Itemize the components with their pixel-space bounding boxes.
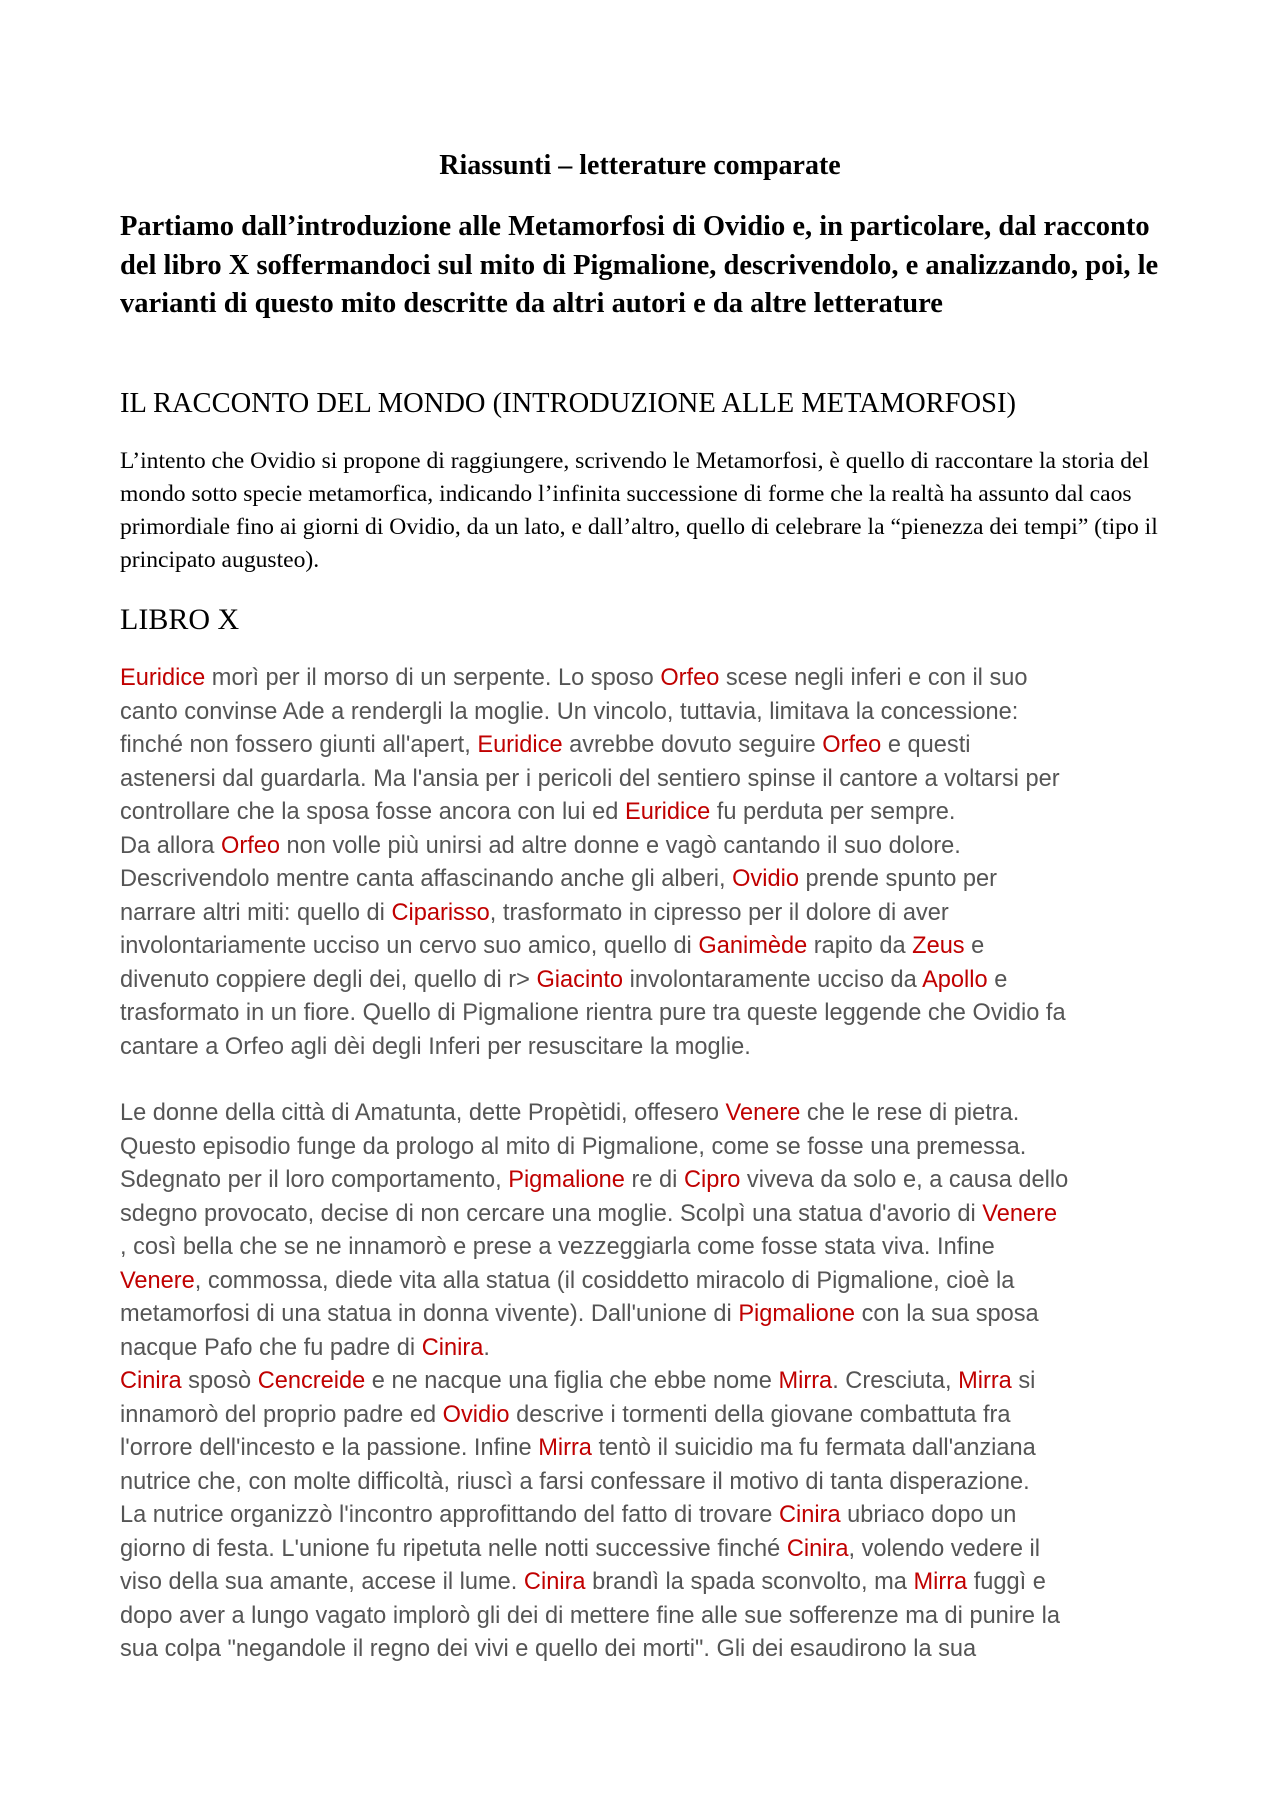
text-line bbox=[120, 1164, 1180, 1198]
text-line bbox=[120, 1131, 1180, 1165]
text-run: scese negli inferi e con il suo bbox=[719, 665, 1028, 691]
text-line bbox=[120, 1365, 1180, 1399]
text-run: sposò bbox=[181, 1368, 258, 1394]
text-line bbox=[120, 1432, 1180, 1466]
character-name: Ganimède bbox=[698, 933, 808, 959]
text-run: e ne nacque una figlia che ebbe nome bbox=[365, 1368, 779, 1394]
text-run: e bbox=[987, 966, 1008, 993]
text-run: . Cresciuta, bbox=[832, 1368, 959, 1394]
text-line bbox=[120, 763, 1180, 797]
text-run: involontariamente ucciso un cervo suo amico, quello di bbox=[120, 933, 699, 959]
character-name: Ovidio bbox=[442, 1401, 510, 1428]
text-run: sua colpa "negandole il regno dei vivi e quello dei morti". Gli dei esaudirono la sua bbox=[120, 1636, 977, 1662]
text-line bbox=[120, 1332, 1180, 1366]
text-line bbox=[120, 1600, 1180, 1634]
text-run: rapito da bbox=[807, 933, 913, 959]
text-run: , trasformato in cipresso per il dolore di aver bbox=[489, 899, 949, 926]
text-run: . bbox=[483, 1334, 490, 1361]
character-name: Venere bbox=[120, 1267, 195, 1294]
character-name: Venere bbox=[725, 1100, 801, 1126]
character-name: Cinira bbox=[120, 1368, 182, 1394]
text-run: , così bella che se ne innamorò e prese a vezzeggiarla come fosse stata viva. Infine bbox=[120, 1234, 995, 1260]
text-run: prende spunto per bbox=[798, 866, 998, 892]
character-name: Cinira bbox=[786, 1535, 849, 1562]
character-name: Pigmalione bbox=[508, 1167, 625, 1193]
text-line bbox=[120, 662, 1180, 696]
text-line bbox=[120, 830, 1180, 864]
text-run: morì per il morso di un serpente. Lo sposo bbox=[205, 665, 661, 691]
text-line bbox=[120, 1265, 1180, 1299]
character-name: Apollo bbox=[922, 966, 988, 993]
text-line bbox=[120, 1566, 1180, 1600]
character-name: Ciparisso bbox=[391, 899, 490, 926]
text-line bbox=[120, 1399, 1180, 1433]
text-run: dopo aver a lungo vagato implorò gli dei di mettere fine alle sue sofferenze ma di punire la bbox=[120, 1602, 1060, 1629]
character-name: Cinira bbox=[523, 1569, 586, 1595]
text-run: si bbox=[1011, 1368, 1036, 1394]
text-line bbox=[120, 696, 1180, 730]
text-run: trasformato in un fiore. Quello di Pigmalione rientra pure tra queste leggende che Ovidio fa bbox=[120, 1000, 1066, 1026]
text-line bbox=[120, 796, 1180, 830]
text-run: avrebbe dovuto seguire bbox=[562, 732, 823, 758]
text-line bbox=[120, 964, 1180, 998]
text-run: Questo episodio funge da prologo al mito di Pigmalione, come se fosse una premessa. bbox=[120, 1133, 1027, 1160]
text-run: cantare a Orfeo agli dèi degli Inferi per resuscitare la moglie. bbox=[120, 1033, 751, 1060]
character-name: Cinira bbox=[778, 1502, 841, 1528]
character-name: Cipro bbox=[683, 1167, 741, 1193]
text-run: fuggì e bbox=[967, 1569, 1046, 1595]
character-name: Cencreide bbox=[257, 1368, 366, 1394]
character-name: Orfeo bbox=[220, 832, 280, 859]
text-run: innamorò del proprio padre ed bbox=[120, 1401, 443, 1428]
text-line bbox=[120, 997, 1180, 1031]
character-name: Mirra bbox=[778, 1368, 833, 1394]
character-name: Giacinto bbox=[536, 966, 624, 993]
text-run: , commossa, diede vita alla statua (il cosiddetto miracolo di Pigmalione, cioè la bbox=[194, 1267, 1015, 1294]
text-line bbox=[120, 930, 1180, 964]
text-run: giorno di festa. L'unione fu ripetuta nelle notti successive finché bbox=[120, 1535, 787, 1562]
text-line bbox=[120, 1499, 1180, 1533]
text-line bbox=[120, 1466, 1180, 1500]
character-name: Zeus bbox=[912, 933, 965, 959]
text-run: metamorfosi di una statua in donna vivente). Dall'unione di bbox=[120, 1301, 739, 1327]
character-name: Euridice bbox=[120, 665, 206, 691]
text-line bbox=[120, 1097, 1180, 1131]
character-name: Mirra bbox=[958, 1368, 1012, 1394]
text-run: tentò il suicidio ma fu fermata dall'anziana bbox=[591, 1435, 1036, 1461]
text-run: Da allora bbox=[120, 832, 221, 859]
text-run: brandì la spada sconvolto, ma bbox=[585, 1569, 914, 1595]
text-run: non volle più unirsi ad altre donne e vagò cantando il suo dolore. bbox=[280, 832, 961, 859]
text-run: Descrivendolo mentre canta affascinando anche gli alberi, bbox=[120, 866, 733, 892]
text-line bbox=[120, 1298, 1180, 1332]
text-run: viveva da solo e, a causa dello bbox=[740, 1167, 1069, 1193]
text-run: nutrice che, con molte difficoltà, riuscì a farsi confessare il motivo di tanta disperazione. bbox=[120, 1468, 1030, 1495]
text-run: viso della sua amante, accese il lume. bbox=[120, 1569, 524, 1595]
character-name: Euridice bbox=[624, 799, 711, 825]
text-run: descrive i tormenti della giovane combattuta fra bbox=[509, 1401, 1011, 1428]
character-name: Venere bbox=[982, 1200, 1058, 1227]
text-run: con la sua sposa bbox=[855, 1301, 1039, 1327]
text-run: Le donne della città di Amatunta, dette Propètidi, offesero bbox=[120, 1100, 726, 1126]
text-run: re di bbox=[624, 1167, 684, 1193]
text-run: Sdegnato per il loro comportamento, bbox=[120, 1167, 509, 1193]
character-name: Ovidio bbox=[732, 866, 799, 892]
section-heading-libro: LIBRO X bbox=[120, 603, 240, 636]
character-name: Euridice bbox=[477, 732, 563, 758]
text-line bbox=[120, 863, 1180, 897]
document-title: Riassunti – letterature comparate bbox=[439, 150, 841, 181]
character-name: Mirra bbox=[538, 1435, 592, 1461]
text-run: canto convinse Ade a rendergli la moglie. Un vincolo, tuttavia, limitava la concessione: bbox=[120, 698, 1019, 725]
character-name: Cinira bbox=[421, 1334, 484, 1361]
character-name: Orfeo bbox=[822, 732, 882, 758]
intro-paragraph: Partiamo dall’introduzione alle Metamorfosi di Ovidio e, in particolare, dal racconto del libro X soffermandoci sul mito di Pigmalione, descrivendolo, e analizzando, poi, le varianti di questo mito descritte da altri autori e da altre letterature bbox=[120, 211, 1159, 319]
text-run: divenuto coppiere degli dei, quello di r> bbox=[120, 966, 537, 993]
character-name: Pigmalione bbox=[738, 1301, 856, 1327]
text-run: controllare che la sposa fosse ancora con lui ed bbox=[120, 799, 625, 825]
text-line bbox=[120, 1533, 1180, 1567]
story-paragraph-2 bbox=[120, 1097, 1180, 1667]
text-line bbox=[120, 1231, 1180, 1265]
text-run: , volendo vedere il bbox=[848, 1535, 1040, 1562]
text-run: ubriaco dopo un bbox=[840, 1502, 1017, 1528]
section-heading-racconto: IL RACCONTO DEL MONDO (INTRODUZIONE ALLE METAMORFOSI) bbox=[120, 388, 1016, 419]
text-run: e bbox=[964, 933, 985, 959]
character-name: Mirra bbox=[913, 1569, 968, 1595]
text-run: involontaramente ucciso da bbox=[623, 966, 923, 993]
character-name: Orfeo bbox=[660, 665, 720, 691]
text-line bbox=[120, 1198, 1180, 1232]
text-run: astenersi dal guardarla. Ma l'ansia per i pericoli del sentiero spinse il cantore a voltarsi per bbox=[120, 765, 1060, 792]
text-run: nacque Pafo che fu padre di bbox=[120, 1334, 422, 1361]
text-run: che le rese di pietra. bbox=[800, 1100, 1020, 1126]
text-run: e questi bbox=[881, 732, 971, 758]
section-body-racconto: L’intento che Ovidio si propone di raggiungere, scrivendo le Metamorfosi, è quello di raccontare la storia del mondo sotto specie metamorfica, indicando l’infinita successione di forme che la realtà ha assunto dal caos primordiale fino ai giorni di Ovidio, da un lato, e dall’altro, quello di celebrare la “pienezza dei tempi” (tipo il principato augusteo). bbox=[120, 448, 1158, 573]
text-line bbox=[120, 1031, 1180, 1065]
text-run: fu perduta per sempre. bbox=[710, 799, 956, 825]
text-run: finché non fossero giunti all'apert, bbox=[120, 732, 478, 758]
text-run: l'orrore dell'incesto e la passione. Infine bbox=[120, 1435, 539, 1461]
text-run: narrare altri miti: quello di bbox=[120, 899, 392, 926]
text-line bbox=[120, 897, 1180, 931]
text-line bbox=[120, 729, 1180, 763]
story-paragraph-1 bbox=[120, 662, 1180, 1064]
text-line bbox=[120, 1633, 1180, 1667]
text-run: sdegno provocato, decise di non cercare una moglie. Scolpì una statua d'avorio di bbox=[120, 1200, 983, 1227]
text-run: La nutrice organizzò l'incontro approfittando del fatto di trovare bbox=[120, 1502, 779, 1528]
